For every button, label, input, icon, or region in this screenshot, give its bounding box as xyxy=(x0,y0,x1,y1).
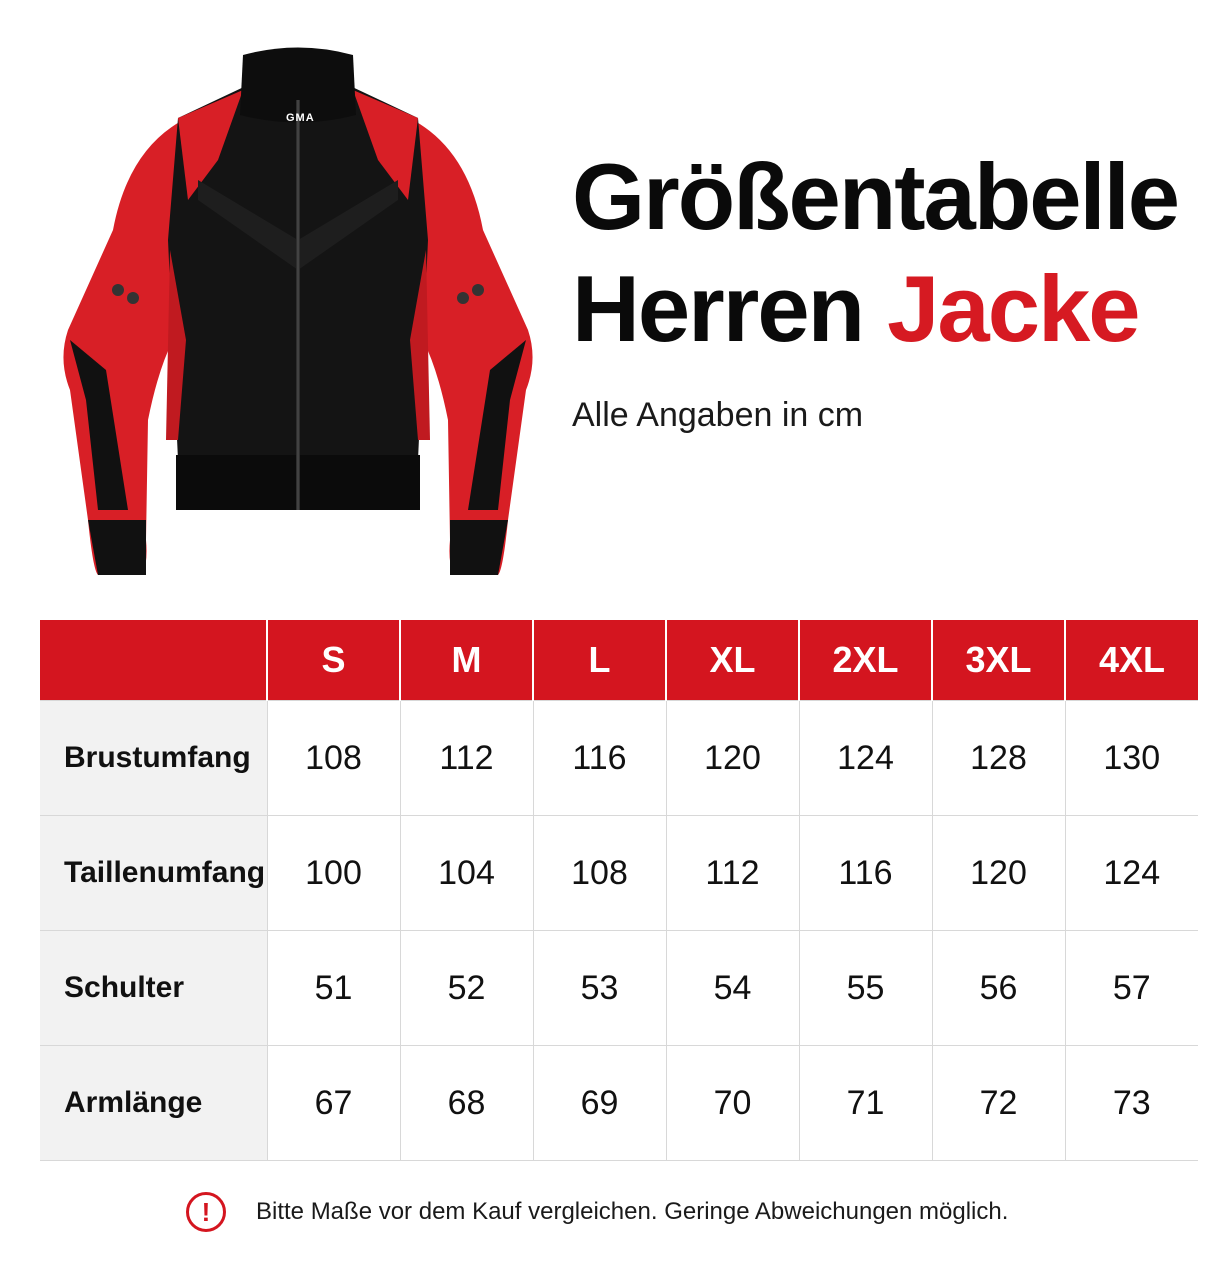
table-cell: 52 xyxy=(400,931,533,1046)
size-header: L xyxy=(533,620,666,701)
table-cell: 68 xyxy=(400,1046,533,1161)
row-label: Taillenumfang xyxy=(40,816,267,931)
note-text: Bitte Maße vor dem Kauf vergleichen. Geringe Abweichungen möglich. xyxy=(256,1198,1009,1225)
size-header: M xyxy=(400,620,533,701)
table-cell: 73 xyxy=(1065,1046,1198,1161)
table-cell: 120 xyxy=(666,701,799,816)
table-cell: 56 xyxy=(932,931,1065,1046)
table-cell: 112 xyxy=(400,701,533,816)
row-label: Brustumfang xyxy=(40,701,267,816)
table-cell: 116 xyxy=(533,701,666,816)
table-cell: 55 xyxy=(799,931,932,1046)
table-cell: 71 xyxy=(799,1046,932,1161)
table-cell: 72 xyxy=(932,1046,1065,1161)
table-row xyxy=(40,1046,1198,1161)
size-header: 3XL xyxy=(932,620,1065,701)
table-cell: 104 xyxy=(400,816,533,931)
table-cell: 112 xyxy=(666,816,799,931)
table-cell: 67 xyxy=(267,1046,400,1161)
title-prefix: Herren xyxy=(572,256,864,361)
table-cell: 57 xyxy=(1065,931,1198,1046)
table-row xyxy=(40,931,1198,1046)
table-cell: 53 xyxy=(533,931,666,1046)
brand-logo: GMA xyxy=(286,112,315,124)
table-cell: 70 xyxy=(666,1046,799,1161)
page-subtitle: Alle Angaben in cm xyxy=(572,396,864,434)
table-cell: 69 xyxy=(533,1046,666,1161)
table-cell: 108 xyxy=(533,816,666,931)
size-header: 2XL xyxy=(799,620,932,701)
footer-note xyxy=(186,1192,1008,1232)
table-cell: 128 xyxy=(932,701,1065,816)
size-header: XL xyxy=(666,620,799,701)
table-row xyxy=(40,701,1198,816)
row-label: Schulter xyxy=(40,931,267,1046)
page-title-line2 xyxy=(572,256,1222,361)
title-accent: Jacke xyxy=(887,256,1139,361)
table-cell: 54 xyxy=(666,931,799,1046)
table-cell: 108 xyxy=(267,701,400,816)
table-cell: 116 xyxy=(799,816,932,931)
size-header-row xyxy=(40,620,1198,701)
jacket-image xyxy=(58,40,538,585)
table-corner xyxy=(40,620,267,701)
size-header: S xyxy=(267,620,400,701)
exclamation-circle-icon: ! xyxy=(186,1192,226,1232)
table-cell: 124 xyxy=(1065,816,1198,931)
table-cell: 100 xyxy=(267,816,400,931)
table-row xyxy=(40,816,1198,931)
page-title: Größentabelle xyxy=(572,144,1179,249)
table-cell: 51 xyxy=(267,931,400,1046)
row-label: Armlänge xyxy=(40,1046,267,1161)
table-cell: 124 xyxy=(799,701,932,816)
table-cell: 120 xyxy=(932,816,1065,931)
title-block xyxy=(572,144,1222,435)
table-cell: 130 xyxy=(1065,701,1198,816)
size-header: 4XL xyxy=(1065,620,1198,701)
size-table xyxy=(40,620,1198,1161)
